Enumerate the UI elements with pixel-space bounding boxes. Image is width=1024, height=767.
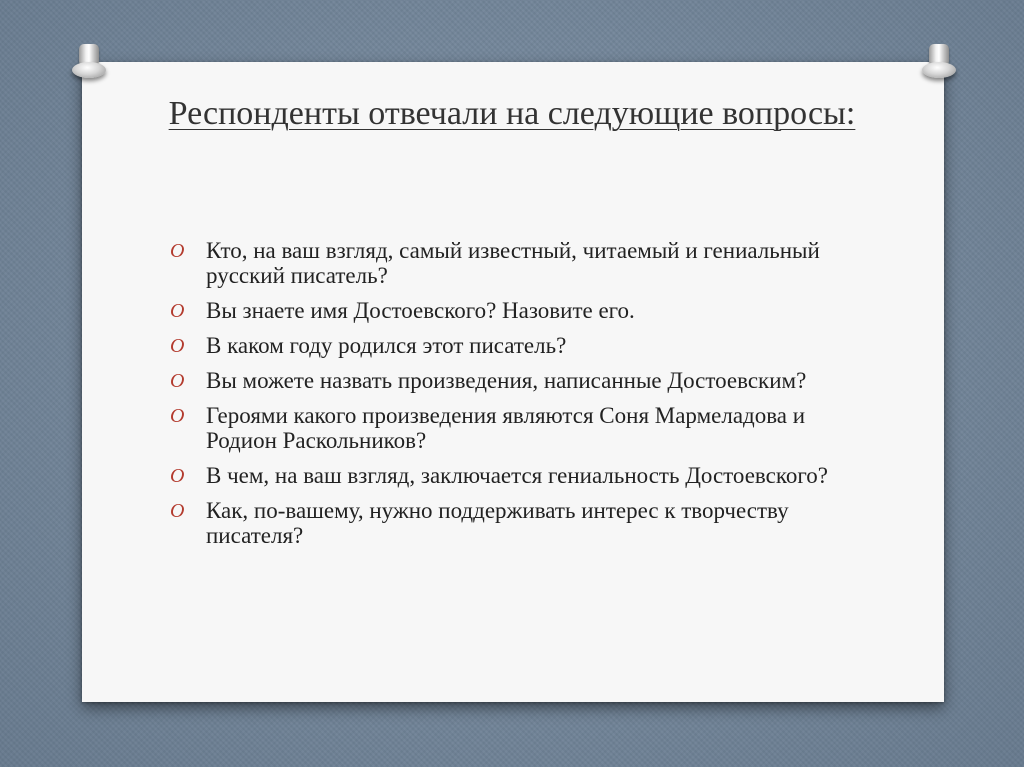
list-item — [170, 298, 870, 323]
list-item — [170, 368, 870, 393]
list-item-text: В чем, на ваш взгляд, заключается гениальность Достоевского? — [206, 463, 828, 488]
bullet-icon: O — [170, 500, 185, 522]
list-item-text: Вы можете назвать произведения, написанные Достоевским? — [206, 368, 807, 393]
bullet-icon: O — [170, 300, 185, 322]
list-item — [170, 498, 870, 548]
pushpin-base — [922, 62, 956, 78]
list-item — [170, 463, 870, 488]
pushpin-base — [72, 62, 106, 78]
bullet-icon: O — [170, 370, 185, 392]
list-item-text: Героями какого произведения являются Соня Мармеладова и Родион Раскольников? — [206, 403, 806, 453]
list-item — [170, 238, 870, 288]
question-list — [170, 238, 870, 558]
list-item-text: Кто, на ваш взгляд, самый известный, читаемый и гениальный русский писатель? — [206, 238, 820, 288]
slide-title — [0, 90, 1024, 138]
bullet-icon: O — [170, 335, 185, 357]
bullet-icon: O — [170, 405, 185, 427]
list-item — [170, 333, 870, 358]
pushpin-icon — [922, 44, 956, 78]
bullet-icon: O — [170, 465, 185, 487]
slide-title-text: Респонденты отвечали на следующие вопросы: — [168, 95, 856, 132]
pushpin-icon — [72, 44, 106, 78]
bullet-icon: O — [170, 240, 185, 262]
list-item — [170, 403, 870, 453]
list-item-text: Вы знаете имя Достоевского? Назовите его. — [206, 298, 635, 323]
list-item-text: В каком году родился этот писатель? — [206, 333, 567, 358]
list-item-text: Как, по-вашему, нужно поддерживать интерес к творчеству писателя? — [206, 498, 789, 548]
